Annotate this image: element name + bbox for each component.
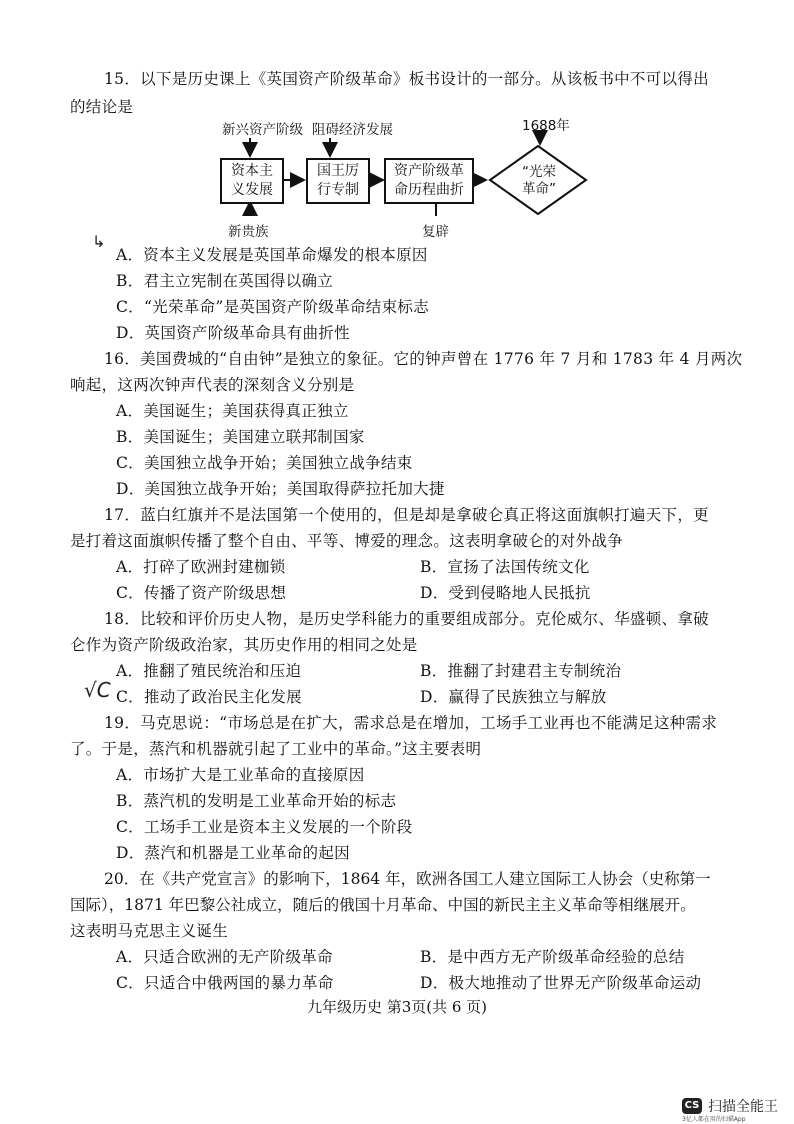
q17-stem-line1: 17．蓝白红旗并不是法国第一个使用的，但是却是拿破仑真正将这面旗帜打遍天下，更	[104, 506, 709, 524]
q20-option-b: B．是中西方无产阶级革命经验的总结	[420, 948, 685, 966]
q20-stem-line1: 20．在《共产党宣言》的影响下，1864 年，欧洲各国工人建立国际工人协会（史称第一	[104, 870, 711, 888]
scanner-watermark	[682, 1096, 778, 1116]
q17-option-a: A．打碎了欧洲封建枷锁	[116, 558, 286, 576]
q17-option-d: D．受到侵略地人民抵抗	[420, 584, 591, 602]
q17-option-c: C．传播了资产阶级思想	[116, 584, 287, 602]
q15-option-a: A．资本主义发展是英国革命爆发的根本原因	[116, 246, 428, 264]
q15-stem-line2: 的结论是	[70, 98, 134, 116]
q20-stem-line3: 这表明马克思主义诞生	[70, 922, 229, 940]
handwritten-answer-mark: √C	[84, 678, 111, 702]
q18-option-b: B．推翻了封建君主专制统治	[420, 662, 622, 680]
q16-stem-line2: 响起，这两次钟声代表的深刻含义分别是	[70, 376, 355, 394]
camscanner-icon: CS	[682, 1098, 702, 1114]
diagram-box-tyranny: 国王厉 行专制	[306, 158, 370, 204]
q16-option-c: C．美国独立战争开始；美国独立战争结束	[116, 454, 413, 472]
diagram-box-revolution: 资产阶级革 命历程曲折	[384, 158, 474, 204]
q18-option-d: D．赢得了民族独立与解放	[420, 688, 607, 706]
handwritten-mark: ↳	[92, 232, 106, 251]
q15-option-c: C．“光荣革命”是英国资产阶级革命结束标志	[116, 298, 430, 316]
diagram-label-new-nobility: 新贵族	[228, 224, 269, 240]
q16-option-a: A．美国诞生；美国获得真正独立	[116, 402, 349, 420]
scanner-tagline: 3亿人都在用的扫描App	[682, 1116, 746, 1123]
q15-option-b: B．君主立宪制在英国得以确立	[116, 272, 334, 290]
scanner-app-name: 扫描全能王	[708, 1099, 778, 1115]
q16-stem-line1: 16．美国费城的“自由钟”是独立的象征。它的钟声曾在 1776 年 7 月和 1783 年 4 月两次	[104, 350, 743, 368]
diagram-label-hinder: 阻碍经济发展	[312, 122, 393, 138]
q19-stem-line1: 19．马克思说：“市场总是在扩大，需求总是在增加，工场手工业再也不能满足这种需求	[104, 714, 718, 732]
q15-option-d: D．英国资产阶级革命具有曲折性	[116, 324, 350, 342]
q19-option-c: C．工场手工业是资本主义发展的一个阶段	[116, 818, 413, 836]
diagram-box-capitalism: 资本主 义发展	[220, 158, 284, 204]
q16-option-b: B．美国诞生；美国建立联邦制国家	[116, 428, 365, 446]
q20-option-d: D．极大地推动了世界无产阶级革命运动	[420, 974, 702, 992]
diagram-label-bourgeoisie: 新兴资产阶级	[222, 122, 303, 138]
q19-option-a: A．市场扩大是工业革命的直接原因	[116, 766, 365, 784]
diagram-diamond-glorious: “光荣 革命”	[522, 164, 556, 197]
q15-flow-diagram	[200, 112, 620, 244]
q18-stem-line1: 18．比较和评价历史人物，是历史学科能力的重要组成部分。克伦威尔、华盛顿、拿破	[104, 610, 709, 628]
q20-stem-line2: 国际），1871 年巴黎公社成立，随后的俄国十月革命、中国的新民主主义革命等相继展开。	[70, 896, 696, 914]
q17-stem-line2: 是打着这面旗帜传播了整个自由、平等、博爱的理念。这表明拿破仑的对外战争	[70, 532, 624, 550]
q20-option-a: A．只适合欧洲的无产阶级革命	[116, 948, 333, 966]
diagram-label-year: 1688年	[522, 118, 570, 134]
page-footer: 九年级历史 第3页(共 6 页)	[306, 998, 488, 1016]
q19-stem-line2: 了。于是，蒸汽和机器就引起了工业中的革命。”这主要表明	[70, 740, 482, 758]
q18-option-a: A．推翻了殖民统治和压迫	[116, 662, 302, 680]
diagram-label-restoration: 复辟	[422, 224, 449, 240]
q15-stem-line1: 15．以下是历史课上《英国资产阶级革命》板书设计的一部分。从该板书中不可以得出	[104, 70, 709, 88]
q17-option-b: B．宣扬了法国传统文化	[420, 558, 590, 576]
q20-option-c: C．只适合中俄两国的暴力革命	[116, 974, 334, 992]
q19-option-d: D．蒸汽和机器是工业革命的起因	[116, 844, 350, 862]
q19-option-b: B．蒸汽机的发明是工业革命开始的标志	[116, 792, 397, 810]
q18-stem-line2: 仑作为资产阶级政治家，其历史作用的相同之处是	[70, 636, 418, 654]
q18-option-c: C．推动了政治民主化发展	[116, 688, 302, 706]
q16-option-d: D．美国独立战争开始；美国取得萨拉托加大捷	[116, 480, 445, 498]
